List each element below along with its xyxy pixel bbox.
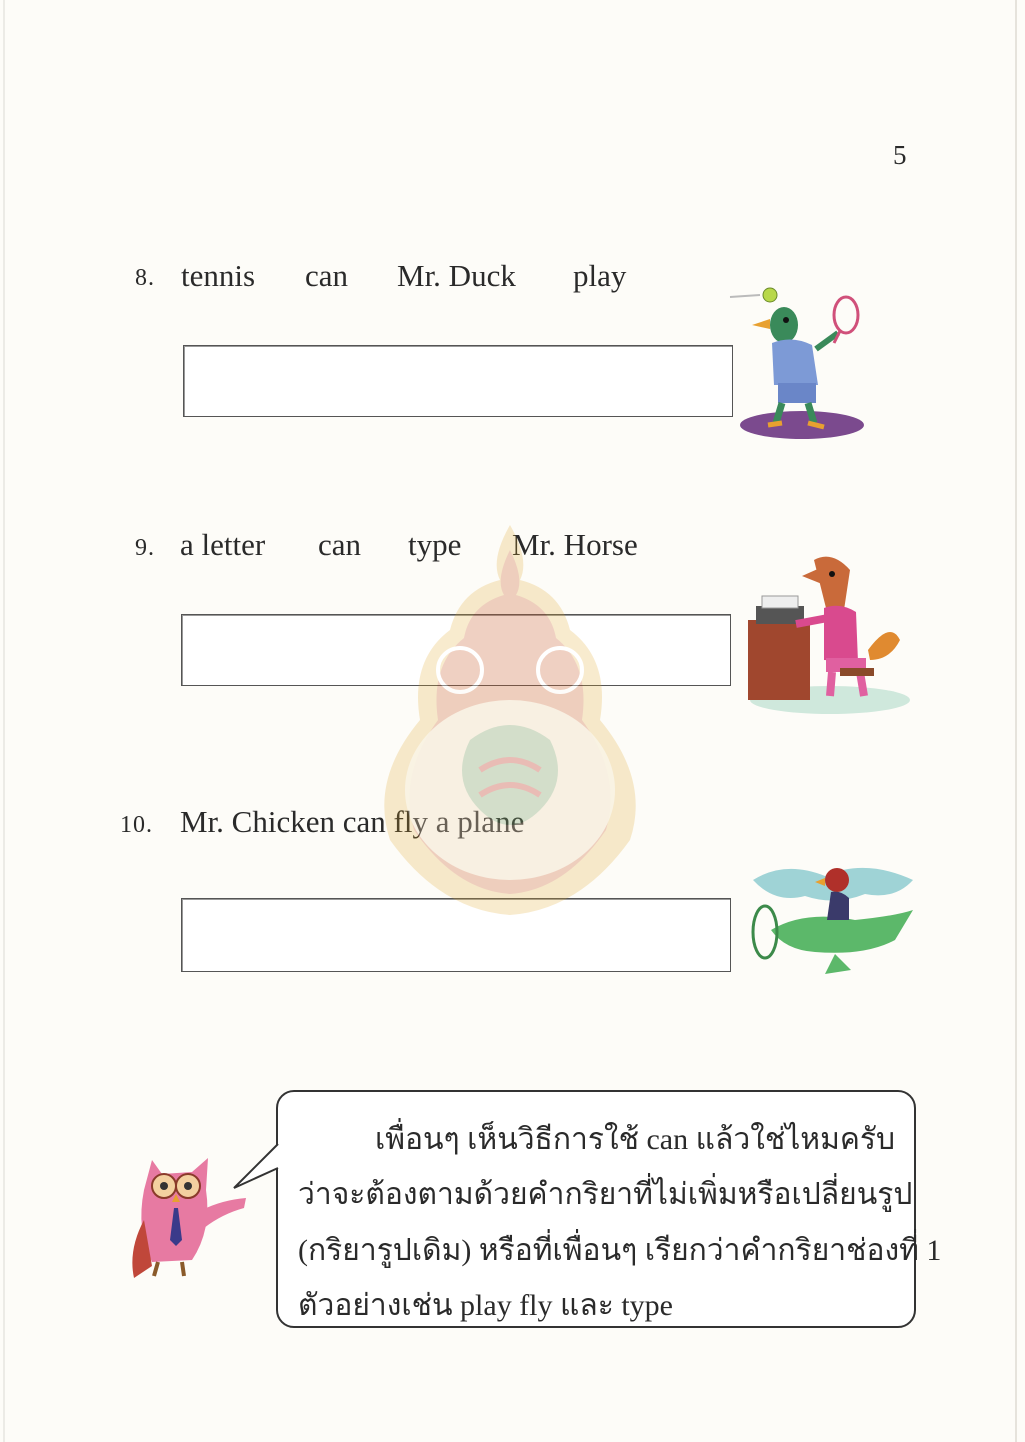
scrambled-word: tennis xyxy=(181,258,256,293)
exercise-number: 9. xyxy=(135,535,155,561)
answer-box[interactable] xyxy=(181,614,731,686)
scrambled-word: type xyxy=(408,527,462,562)
note-line: เพื่อนๆ เห็นวิธีการใช้ can แล้วใช่ไหมครับ xyxy=(375,1123,896,1156)
page-edge-right xyxy=(1015,0,1017,1442)
scrambled-word: Mr. Horse xyxy=(512,527,638,562)
scrambled-word: can xyxy=(318,527,362,562)
answer-box[interactable] xyxy=(181,898,731,972)
watermark-seal-emblem xyxy=(360,520,660,920)
page-number: 5 xyxy=(893,140,907,170)
duck-tennis-illustration xyxy=(722,285,872,445)
scrambled-word: can xyxy=(305,258,349,293)
note-line: (กริยารูปเดิม) หรือที่เพื่อนๆ เรียกว่าคำกริยาช่องที่ 1 xyxy=(298,1234,942,1267)
chicken-plane-illustration xyxy=(745,850,920,980)
answer-box[interactable] xyxy=(183,345,733,417)
page-edge-left xyxy=(3,0,5,1442)
horse-typing-illustration xyxy=(740,550,910,720)
scrambled-word: a letter xyxy=(180,527,266,562)
scrambled-sentence: Mr. Chicken can fly a plane xyxy=(180,804,525,839)
scrambled-word: Mr. Duck xyxy=(397,258,516,293)
exercise-number: 10. xyxy=(120,812,153,838)
owl-teacher-illustration xyxy=(122,1150,252,1290)
note-line: ตัวอย่างเช่น play fly และ type xyxy=(298,1289,673,1322)
note-line: ว่าจะต้องตามด้วยคำกริยาที่ไม่เพิ่มหรือเปลี่ยนรูป xyxy=(298,1178,913,1211)
scrambled-word: play xyxy=(573,258,627,293)
exercise-number: 8. xyxy=(135,265,155,291)
